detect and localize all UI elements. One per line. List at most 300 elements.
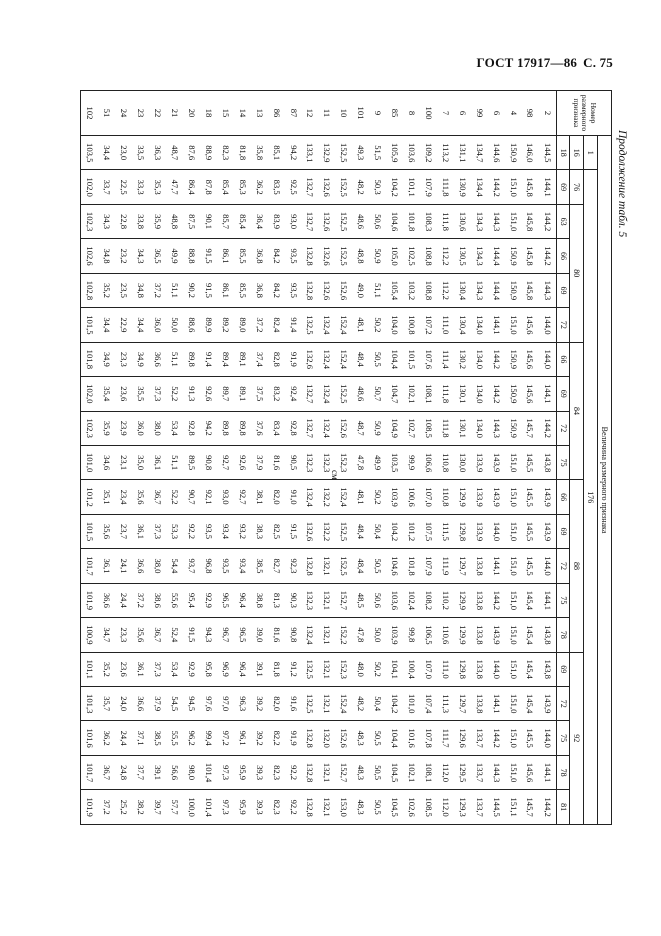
value-cell: 25,2 xyxy=(116,790,133,825)
value-cell: 36,8 xyxy=(251,239,268,273)
value-cell: 55,6 xyxy=(166,583,183,617)
row-feature-number: 87 xyxy=(285,91,302,136)
value-cell: 108,2 xyxy=(420,583,437,617)
value-cell: 33,5 xyxy=(132,136,149,170)
value-cell: 151,0 xyxy=(505,170,522,204)
value-cell: 144,1 xyxy=(488,308,505,342)
value-cell: 49,9 xyxy=(369,445,386,479)
value-cell: 48,0 xyxy=(352,652,369,686)
column-header: 72 xyxy=(557,549,570,583)
value-cell: 132,1 xyxy=(319,618,336,652)
table-row xyxy=(217,91,234,825)
value-cell: 51,1 xyxy=(166,273,183,307)
value-cell: 37,9 xyxy=(149,687,166,721)
value-cell: 96,4 xyxy=(234,583,251,617)
value-cell: 36,1 xyxy=(132,514,149,548)
value-cell: 146,0 xyxy=(522,136,539,170)
value-cell: 101,6 xyxy=(81,721,99,755)
value-cell: 89,0 xyxy=(234,308,251,342)
value-cell: 101,3 xyxy=(81,687,99,721)
table-row xyxy=(403,91,420,825)
row-feature-number: 86 xyxy=(268,91,285,136)
value-cell: 38,0 xyxy=(149,411,166,445)
header-row-columns xyxy=(557,91,570,825)
value-cell: 85,5 xyxy=(234,273,251,307)
value-cell: 50,5 xyxy=(369,721,386,755)
value-cell: 129,7 xyxy=(454,549,471,583)
value-cell: 38,6 xyxy=(149,583,166,617)
value-cell: 101,7 xyxy=(81,549,99,583)
value-cell: 91,5 xyxy=(200,239,217,273)
value-cell: 150,9 xyxy=(505,411,522,445)
value-cell: 101,0 xyxy=(403,687,420,721)
corner-header: Номер размерного признака xyxy=(557,91,612,136)
value-cell: 144,0 xyxy=(539,342,557,376)
value-cell: 151,0 xyxy=(505,583,522,617)
value-cell: 134,4 xyxy=(471,170,488,204)
value-cell: 91,9 xyxy=(285,342,302,376)
value-cell: 101,9 xyxy=(81,583,99,617)
value-cell: 132,3 xyxy=(319,445,336,479)
value-cell: 132,4 xyxy=(319,411,336,445)
value-cell: 133,8 xyxy=(471,618,488,652)
standard-number: ГОСТ 17917—86 xyxy=(476,55,578,70)
value-cell: 92,5 xyxy=(285,170,302,204)
value-cell: 132,1 xyxy=(319,755,336,789)
value-cell: 98,0 xyxy=(183,755,200,789)
row-feature-number: 15 xyxy=(217,91,234,136)
value-cell: 145,8 xyxy=(522,239,539,273)
value-cell: 144,2 xyxy=(539,204,557,238)
value-cell: 92,8 xyxy=(183,411,200,445)
value-cell: 50,5 xyxy=(369,790,386,825)
value-cell: 82,3 xyxy=(268,755,285,789)
value-cell: 39,3 xyxy=(251,755,268,789)
value-cell: 111,8 xyxy=(437,377,454,411)
column-header: 72 xyxy=(557,411,570,445)
table-row xyxy=(302,91,319,825)
table-row xyxy=(251,91,268,825)
value-cell: 105,9 xyxy=(386,136,403,170)
value-cell: 145,7 xyxy=(522,411,539,445)
value-cell: 143,8 xyxy=(539,618,557,652)
value-cell: 144,0 xyxy=(488,652,505,686)
value-cell: 52,4 xyxy=(166,618,183,652)
column-header: 69 xyxy=(557,273,570,307)
value-cell: 50,0 xyxy=(166,308,183,342)
value-cell: 144,0 xyxy=(539,308,557,342)
value-cell: 129,7 xyxy=(454,687,471,721)
value-cell: 143,9 xyxy=(539,687,557,721)
column-header: 72 xyxy=(557,687,570,721)
value-cell: 103,2 xyxy=(403,273,420,307)
value-cell: 87,6 xyxy=(183,136,200,170)
column-header: 66 xyxy=(557,342,570,376)
value-cell: 94,5 xyxy=(183,687,200,721)
value-cell: 144,3 xyxy=(488,411,505,445)
row-feature-number: 18 xyxy=(200,91,217,136)
value-cell: 133,7 xyxy=(471,790,488,825)
value-cell: 130,6 xyxy=(454,204,471,238)
value-cell: 36,8 xyxy=(251,273,268,307)
value-cell: 107,5 xyxy=(420,514,437,548)
value-cell: 132,6 xyxy=(319,204,336,238)
value-cell: 145,5 xyxy=(522,549,539,583)
value-cell: 151,0 xyxy=(505,549,522,583)
value-cell: 145,6 xyxy=(522,377,539,411)
value-cell: 132,1 xyxy=(319,583,336,617)
value-cell: 93,4 xyxy=(217,514,234,548)
value-cell: 36,2 xyxy=(251,170,268,204)
value-cell: 101,1 xyxy=(81,652,99,686)
value-cell: 23,6 xyxy=(116,652,133,686)
value-cell: 111,0 xyxy=(437,652,454,686)
row-feature-number: 6 xyxy=(454,91,471,136)
value-cell: 134,3 xyxy=(471,273,488,307)
table-row xyxy=(471,91,488,825)
value-cell: 22,5 xyxy=(116,170,133,204)
column-header: 69 xyxy=(557,170,570,204)
value-cell: 92,8 xyxy=(285,411,302,445)
value-cell: 48,1 xyxy=(352,480,369,514)
value-cell: 37,2 xyxy=(132,583,149,617)
value-cell: 50,2 xyxy=(369,480,386,514)
value-cell: 130,9 xyxy=(454,170,471,204)
value-cell: 132,8 xyxy=(302,790,319,825)
value-cell: 96,7 xyxy=(217,618,234,652)
value-cell: 145,8 xyxy=(522,204,539,238)
value-cell: 89,2 xyxy=(217,308,234,342)
column-header: 72 xyxy=(557,308,570,342)
value-cell: 51,1 xyxy=(369,273,386,307)
value-cell: 145,5 xyxy=(522,514,539,548)
value-cell: 151,0 xyxy=(505,514,522,548)
value-cell: 92,1 xyxy=(200,480,217,514)
value-cell: 152,4 xyxy=(336,687,353,721)
value-cell: 102,6 xyxy=(403,790,420,825)
value-cell: 144,4 xyxy=(488,239,505,273)
table-row xyxy=(386,91,403,825)
value-cell: 96,4 xyxy=(234,652,251,686)
value-cell: 23,0 xyxy=(116,136,133,170)
value-cell: 100,6 xyxy=(403,480,420,514)
value-cell: 95,8 xyxy=(200,652,217,686)
value-cell: 112,0 xyxy=(437,755,454,789)
value-cell: 89,8 xyxy=(234,411,251,445)
value-cell: 102,7 xyxy=(403,411,420,445)
value-cell: 91,4 xyxy=(285,308,302,342)
value-cell: 132,4 xyxy=(302,480,319,514)
value-cell: 82,3 xyxy=(268,790,285,825)
value-cell: 102,1 xyxy=(403,755,420,789)
value-cell: 134,0 xyxy=(471,308,488,342)
row-feature-number: 21 xyxy=(166,91,183,136)
value-cell: 150,9 xyxy=(505,342,522,376)
column-header: 69 xyxy=(557,514,570,548)
value-cell: 91,2 xyxy=(285,652,302,686)
value-cell: 53,3 xyxy=(166,514,183,548)
value-cell: 92,9 xyxy=(200,583,217,617)
value-cell: 47,7 xyxy=(166,170,183,204)
value-cell: 107,2 xyxy=(420,308,437,342)
value-cell: 91,5 xyxy=(285,514,302,548)
value-cell: 110,8 xyxy=(437,445,454,479)
value-cell: 90,2 xyxy=(183,273,200,307)
value-cell: 36,4 xyxy=(251,204,268,238)
value-cell: 132,8 xyxy=(302,755,319,789)
value-cell: 144,2 xyxy=(488,583,505,617)
value-cell: 23,3 xyxy=(116,342,133,376)
value-cell: 82,3 xyxy=(217,136,234,170)
table-row xyxy=(420,91,437,825)
column-header: 69 xyxy=(557,377,570,411)
value-cell: 85,7 xyxy=(217,204,234,238)
value-cell: 37,4 xyxy=(251,342,268,376)
value-cell: 22,8 xyxy=(116,204,133,238)
value-cell: 104,4 xyxy=(386,721,403,755)
row-feature-number: 7 xyxy=(437,91,454,136)
value-cell: 113,2 xyxy=(437,136,454,170)
value-cell: 134,7 xyxy=(471,136,488,170)
value-cell: 49,9 xyxy=(166,239,183,273)
value-cell: 101,1 xyxy=(403,170,420,204)
row-feature-number: 22 xyxy=(149,91,166,136)
value-cell: 111,3 xyxy=(437,687,454,721)
value-cell: 132,5 xyxy=(302,687,319,721)
value-cell: 85,4 xyxy=(234,204,251,238)
value-cell: 101,8 xyxy=(403,204,420,238)
value-cell: 151,0 xyxy=(505,721,522,755)
value-cell: 102,3 xyxy=(81,204,99,238)
value-cell: 90,1 xyxy=(200,204,217,238)
value-cell: 48,7 xyxy=(352,411,369,445)
value-cell: 48,8 xyxy=(352,239,369,273)
value-cell: 86,4 xyxy=(183,170,200,204)
value-cell: 152,5 xyxy=(336,204,353,238)
value-cell: 152,5 xyxy=(336,549,353,583)
value-cell: 35,9 xyxy=(149,204,166,238)
table-row xyxy=(132,91,149,825)
value-cell: 132,8 xyxy=(302,549,319,583)
group-header-level2: 84 xyxy=(570,342,584,480)
value-cell: 38,5 xyxy=(149,721,166,755)
value-cell: 93,0 xyxy=(217,480,234,514)
value-cell: 144,1 xyxy=(539,170,557,204)
value-cell: 50,6 xyxy=(369,583,386,617)
value-cell: 129,3 xyxy=(454,790,471,825)
value-cell: 48,5 xyxy=(352,583,369,617)
row-feature-number: 98 xyxy=(522,91,539,136)
value-cell: 88,8 xyxy=(183,239,200,273)
value-cell: 132,9 xyxy=(319,136,336,170)
value-cell: 132,8 xyxy=(302,721,319,755)
value-cell: 109,2 xyxy=(420,136,437,170)
value-cell: 35,0 xyxy=(132,445,149,479)
value-cell: 144,2 xyxy=(539,239,557,273)
column-header: 75 xyxy=(557,721,570,755)
value-cell: 83,4 xyxy=(268,411,285,445)
row-feature-number: 51 xyxy=(99,91,116,136)
value-cell: 133,9 xyxy=(471,514,488,548)
value-cell: 37,2 xyxy=(149,273,166,307)
value-cell: 48,3 xyxy=(352,790,369,825)
value-cell: 133,8 xyxy=(471,687,488,721)
row-feature-number: 100 xyxy=(420,91,437,136)
value-cell: 82,5 xyxy=(268,514,285,548)
value-cell: 132,7 xyxy=(302,377,319,411)
value-cell: 50,4 xyxy=(369,514,386,548)
value-cell: 103,5 xyxy=(81,136,99,170)
value-cell: 35,8 xyxy=(251,136,268,170)
column-header: 75 xyxy=(557,445,570,479)
value-cell: 50,7 xyxy=(369,377,386,411)
value-cell: 129,8 xyxy=(454,652,471,686)
value-cell: 96,2 xyxy=(183,721,200,755)
value-cell: 34,4 xyxy=(132,308,149,342)
value-cell: 144,2 xyxy=(488,721,505,755)
value-cell: 84,2 xyxy=(268,273,285,307)
group-header-level2: 92 xyxy=(570,652,584,824)
value-cell: 111,5 xyxy=(437,514,454,548)
value-cell: 104,2 xyxy=(386,170,403,204)
value-cell: 38,2 xyxy=(132,790,149,825)
value-cell: 39,1 xyxy=(251,652,268,686)
value-cell: 85,3 xyxy=(234,170,251,204)
row-feature-number: 6 xyxy=(488,91,505,136)
value-cell: 91,6 xyxy=(285,687,302,721)
column-header: 78 xyxy=(557,755,570,789)
value-cell: 104,5 xyxy=(386,790,403,825)
row-feature-number: 12 xyxy=(302,91,319,136)
value-cell: 35,6 xyxy=(132,618,149,652)
value-cell: 130,2 xyxy=(454,342,471,376)
value-cell: 108,5 xyxy=(420,411,437,445)
value-cell: 37,5 xyxy=(251,377,268,411)
table-row xyxy=(166,91,183,825)
value-cell: 24,4 xyxy=(116,721,133,755)
value-cell: 91,5 xyxy=(200,273,217,307)
value-cell: 100,0 xyxy=(183,790,200,825)
value-cell: 23,2 xyxy=(116,239,133,273)
value-cell: 50,2 xyxy=(369,652,386,686)
value-cell: 35,6 xyxy=(99,514,116,548)
value-cell: 101,7 xyxy=(81,755,99,789)
column-header: 81 xyxy=(557,790,570,825)
value-cell: 90,5 xyxy=(285,445,302,479)
value-cell: 88,9 xyxy=(200,136,217,170)
value-cell: 111,9 xyxy=(437,549,454,583)
value-cell: 145,7 xyxy=(522,790,539,825)
value-cell: 144,2 xyxy=(488,377,505,411)
value-cell: 102,5 xyxy=(403,239,420,273)
value-cell: 48,6 xyxy=(352,204,369,238)
table-row xyxy=(268,91,285,825)
value-cell: 36,7 xyxy=(99,755,116,789)
value-cell: 89,5 xyxy=(183,445,200,479)
value-cell: 145,6 xyxy=(522,342,539,376)
value-cell: 37,2 xyxy=(99,790,116,825)
value-cell: 111,4 xyxy=(437,342,454,376)
table-row xyxy=(319,91,336,825)
value-cell: 93,7 xyxy=(183,549,200,583)
value-cell: 107,8 xyxy=(420,721,437,755)
table-row xyxy=(539,91,557,825)
value-cell: 100,9 xyxy=(81,618,99,652)
value-cell: 133,8 xyxy=(471,652,488,686)
value-cell: 129,9 xyxy=(454,618,471,652)
value-cell: 152,4 xyxy=(336,480,353,514)
value-cell: 151,0 xyxy=(505,308,522,342)
value-cell: 129,9 xyxy=(454,480,471,514)
value-cell: 57,7 xyxy=(166,790,183,825)
value-cell: 133,9 xyxy=(471,480,488,514)
value-cell: 92,6 xyxy=(234,445,251,479)
value-cell: 144,1 xyxy=(539,583,557,617)
value-cell: 36,3 xyxy=(149,136,166,170)
value-cell: 96,5 xyxy=(217,583,234,617)
value-cell: 52,2 xyxy=(166,377,183,411)
value-cell: 102,3 xyxy=(81,411,99,445)
table-container xyxy=(80,90,612,825)
value-cell: 86,1 xyxy=(217,239,234,273)
value-cell: 105,4 xyxy=(386,273,403,307)
value-cell: 39,2 xyxy=(251,687,268,721)
value-cell: 130,1 xyxy=(454,377,471,411)
measurement-table xyxy=(80,90,612,825)
table-body xyxy=(81,91,557,825)
value-cell: 82,0 xyxy=(268,687,285,721)
value-cell: 48,1 xyxy=(352,308,369,342)
row-feature-number: 9 xyxy=(369,91,386,136)
value-cell: 133,8 xyxy=(471,583,488,617)
value-cell: 110,2 xyxy=(437,583,454,617)
value-cell: 145,5 xyxy=(522,445,539,479)
value-cell: 103,9 xyxy=(386,618,403,652)
values-title-header: Величина размерного признака xyxy=(598,136,612,825)
row-feature-number: 99 xyxy=(471,91,488,136)
value-cell: 52,2 xyxy=(166,480,183,514)
value-cell: 56,6 xyxy=(166,755,183,789)
value-cell: 35,4 xyxy=(99,377,116,411)
value-cell: 107,9 xyxy=(420,549,437,583)
value-cell: 133,8 xyxy=(471,549,488,583)
value-cell: 132,1 xyxy=(319,549,336,583)
value-cell: 133,7 xyxy=(471,721,488,755)
value-cell: 143,8 xyxy=(539,445,557,479)
value-cell: 150,9 xyxy=(505,136,522,170)
value-cell: 91,4 xyxy=(200,342,217,376)
value-cell: 132,7 xyxy=(302,411,319,445)
value-cell: 150,9 xyxy=(505,239,522,273)
value-cell: 50,9 xyxy=(369,239,386,273)
group-header-level2: 16 xyxy=(570,136,584,170)
value-cell: 112,2 xyxy=(437,239,454,273)
value-cell: 100,4 xyxy=(403,652,420,686)
value-cell: 108,1 xyxy=(420,377,437,411)
value-cell: 134,3 xyxy=(471,239,488,273)
table-row xyxy=(522,91,539,825)
header-row-title xyxy=(598,91,612,825)
value-cell: 82,7 xyxy=(268,549,285,583)
header-row-level1 xyxy=(584,91,598,825)
value-cell: 151,0 xyxy=(505,480,522,514)
value-cell: 104,0 xyxy=(386,308,403,342)
value-cell: 83,9 xyxy=(268,204,285,238)
value-cell: 82,0 xyxy=(268,480,285,514)
value-cell: 95,9 xyxy=(234,755,251,789)
value-cell: 152,3 xyxy=(336,445,353,479)
row-feature-number: 20 xyxy=(183,91,200,136)
